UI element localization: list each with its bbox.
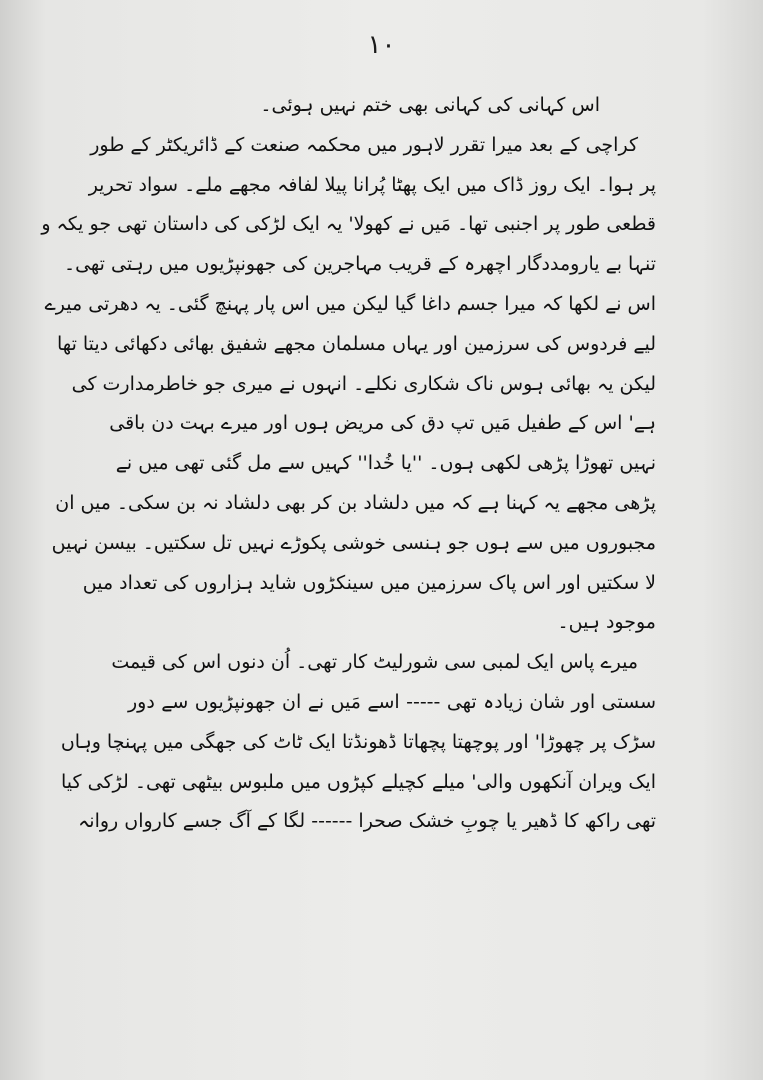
- text-line: لیے فردوس کی سرزمین اور یہاں مسلمان مجھے شفیق بھائی دکھائی دیتا تھا: [57, 332, 656, 355]
- text-line: ہے' اس کے طفیل مَیں تپ دق کی مریض ہوں اور میرے بہت دن باقی: [109, 412, 656, 435]
- text-line: ایک ویران آنکھوں والی' میلے کچیلے کپڑوں میں ملبوس بیٹھی تھی۔ لڑکی کیا: [61, 770, 656, 793]
- text-line: پڑھی مجھے یہ کہنا ہے کہ میں دلشاد بن کر بھی دلشاد نہ بن سکی۔ میں ان: [55, 491, 656, 514]
- text-line: موجود ہیں۔: [557, 611, 656, 634]
- text-line: مجبوروں میں سے ہوں جو ہنسی خوشی پکوڑے نہیں تل سکتیں۔ بیسن نہیں: [51, 531, 656, 554]
- text-line: اس نے لکھا کہ میرا جسم داغا گیا لیکن میں اس پار پہنچ گئی۔ یہ دھرتی میرے: [44, 292, 656, 315]
- text-line: پر ہوا۔ ایک روز ڈاک میں ایک پھٹا پُرانا پیلا لفافہ مجھے ملے۔ سواد تحریر: [88, 173, 656, 196]
- text-line: اس کہانی کی کہانی بھی ختم نہیں ہوئی۔: [260, 94, 600, 116]
- body-text: [41, 86, 656, 842]
- text-line: لا سکتیں اور اس پاک سرزمین میں سینکڑوں شاید ہزاروں کی تعداد میں: [82, 571, 656, 594]
- text-line: سڑک پر چھوڑا' اور پوچھتا پچھاتا ڈھونڈتا ایک ٹاٹ کی جھگی میں پہنچا وہاں: [60, 730, 656, 753]
- text-line: تنہا بے یارومددگار اچھرہ کے قریب مہاجرین کی جھونپڑیوں میں رہتی تھی۔: [63, 253, 656, 276]
- page-number: ۱۰: [367, 30, 396, 60]
- text-line: قطعی طور پر اجنبی تھا۔ مَیں نے کھولا' یہ ایک لڑکی کی داستان تھی جو یکہ و: [41, 213, 656, 236]
- text-line: تھی راکھ کا ڈھیر یا چوبِ خشک صحرا ------ لگا کے آگ جسے کارواں روانہ: [78, 810, 656, 833]
- text-line: کراچی کے بعد میرا تقرر لاہور میں محکمہ صنعت کے ڈائریکٹر کے طور: [90, 133, 638, 156]
- text-line: نہیں تھوڑا پڑھی لکھی ہوں۔ ''یا خُدا'' کہیں سے مل گئی تھی میں نے: [115, 452, 656, 475]
- text-line: لیکن یہ بھائی ہوس ناک شکاری نکلے۔ انہوں نے میری جو خاطرمدارت کی: [71, 372, 656, 395]
- text-line: سستی اور شان زیادہ تھی ----- اسے مَیں نے ان جھونپڑیوں سے دور: [128, 690, 656, 713]
- text-line: میرے پاس ایک لمبی سی شورلیٹ کار تھی۔ اُن دنوں اس کی قیمت: [111, 651, 638, 674]
